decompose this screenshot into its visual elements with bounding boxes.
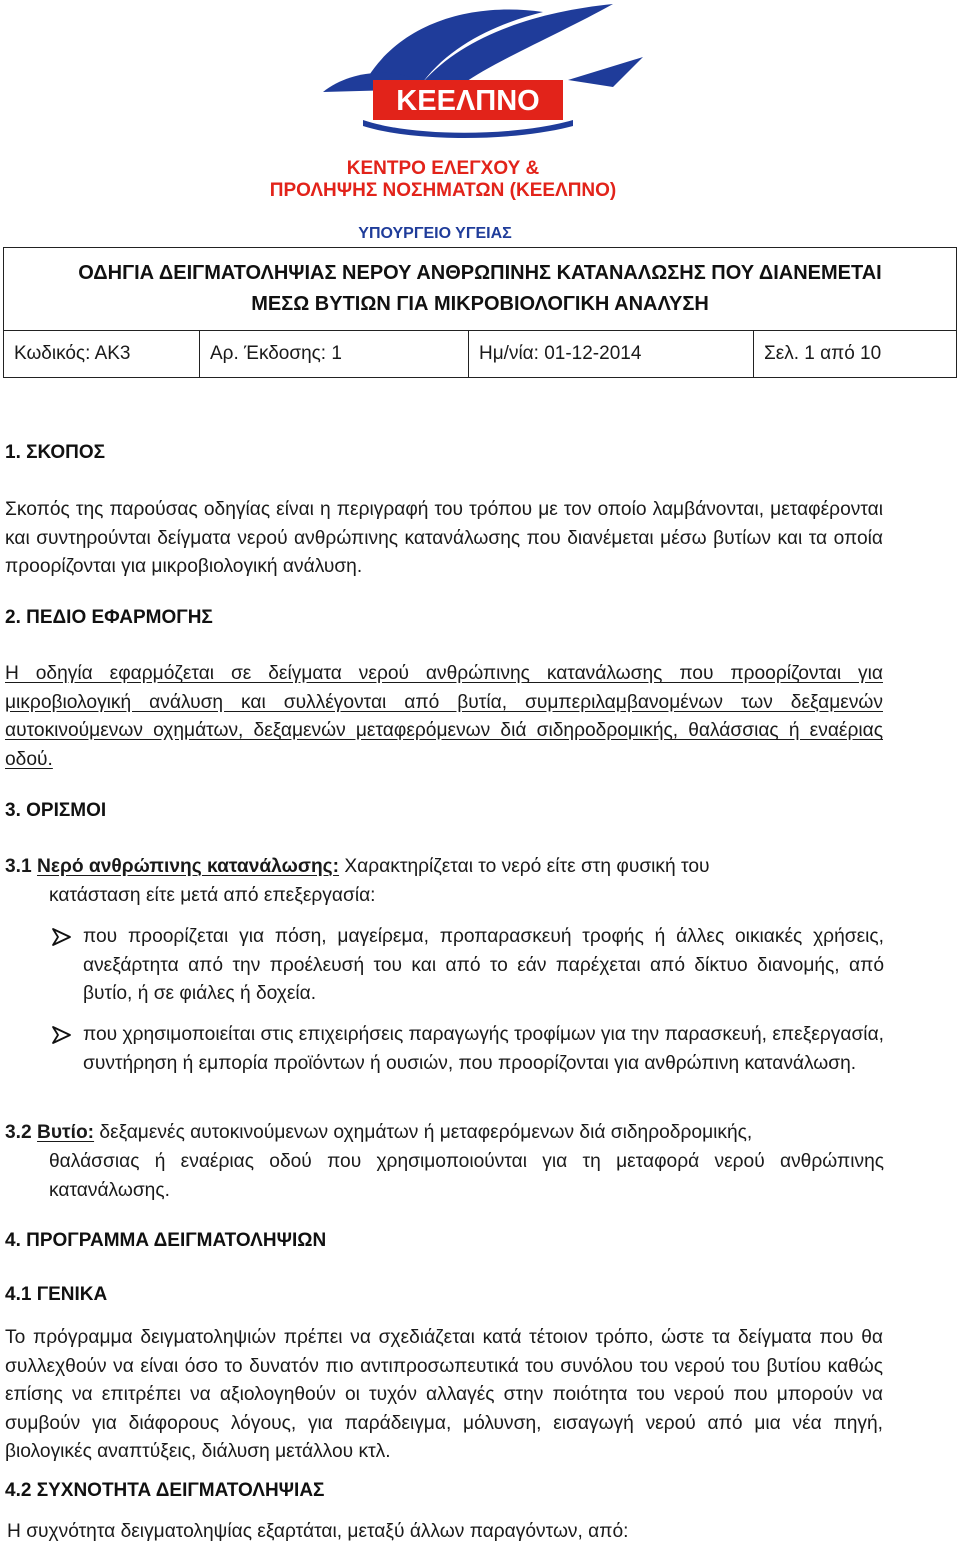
definition-3-2-continuation: θαλάσσιας ή εναέριας οδού που χρησιμοποιούνται για τη μεταφορά νερού ανθρώπινης κατανάλωσης. — [49, 1151, 884, 1201]
bullet-2-text: που χρησιμοποιείται στις επιχειρήσεις παραγωγής τροφίμων για την παρασκευή, επεξεργασία, συντήρηση ή εμπορία προϊόντων ή ουσιών, που προορίζονται για ανθρώπινη κατανάλωση. — [83, 1024, 884, 1074]
section-3-heading: 3. ΟΡΙΣΜΟΙ — [5, 800, 107, 821]
logo-line3: ΥΠΟΥΡΓΕΙΟ ΥΓΕΙΑΣ — [358, 225, 512, 242]
section-4-heading: 4. ΠΡΟΓΡΑΜΜΑ ΔΕΙΓΜΑΤΟΛΗΨΙΩΝ — [5, 1230, 327, 1251]
document-edition: Αρ. Έκδοσης: 1 — [200, 331, 469, 378]
definition-3-2-term: Βυτίο: — [37, 1122, 95, 1143]
section-4-2-heading: 4.2 ΣΥΧΝΟΤΗΤΑ ΔΕΙΓΜΑΤΟΛΗΨΙΑΣ — [5, 1480, 325, 1501]
definition-3-1-continuation: κατάσταση είτε μετά από επεξεργασία: — [49, 885, 376, 906]
title-line-1: ΟΔΗΓΙΑ ΔΕΙΓΜΑΤΟΛΗΨΙΑΣ ΝΕΡΟΥ ΑΝΘΡΩΠΙΝΗΣ ΚΑΤΑΝΑΛΩΣΗΣ ΠΟΥ ΔΙΑΝΕΜΕΤΑΙ — [78, 262, 882, 284]
document-code: Κωδικός: ΑΚ3 — [4, 331, 200, 378]
arrow-bullet-icon — [50, 923, 74, 951]
logo-line2: ΠΡΟΛΗΨΗΣ ΝΟΣΗΜΑΤΩΝ (ΚΕΕΛΠΝΟ) — [269, 180, 617, 201]
definition-3-1 — [5, 853, 883, 882]
section-2-text: Η οδηγία εφαρμόζεται σε δείγματα νερού ανθρώπινης κατανάλωσης που προορίζονται για μικροβιολογική ανάλυση και συλλέγονται από βυτία, συμπεριλαμβανομένων των δεξαμενών αυτοκινούμενων οχημάτων, δεξαμενών μεταφερόμενων διά σιδηροδρομικής, θαλάσσιας ή εναέριας οδού. — [5, 663, 883, 770]
section-1-heading: 1. ΣΚΟΠΟΣ — [5, 442, 106, 463]
organization-logo — [173, 2, 713, 242]
definition-3-1-number: 3.1 — [5, 856, 32, 877]
section-4-2-text: Η συχνότητα δειγματοληψίας εξαρτάται, μεταξύ άλλων παραγόντων, από: — [7, 1521, 629, 1542]
document-header-table — [3, 247, 957, 378]
definition-3-2-number: 3.2 — [5, 1122, 32, 1143]
title-line-2: ΜΕΣΩ ΒΥΤΙΩΝ ΓΙΑ ΜΙΚΡΟΒΙΟΛΟΓΙΚΗ ΑΝΑΛΥΣΗ — [251, 293, 709, 315]
definition-3-1-term: Νερό ανθρώπινης κατανάλωσης: — [37, 856, 340, 877]
logo-line1: ΚΕΝΤΡΟ ΕΛΕΓΧΟΥ & — [346, 158, 540, 179]
section-4-1-text: Το πρόγραμμα δειγματοληψιών πρέπει να σχεδιάζεται κατά τέτοιον τρόπο, ώστε τα δείγματα που θα συλλεχθούν να είναι όσο το δυνατόν πιο αντιπροσωπευτικά του συνόλου του νερού του βυτίου καθώς επίσης να επιτρέπει να αξιολογηθούν οι τυχόν αλλαγές στην ποιότητα του νερού που μπορούν να συμβούν για διάφορους λόγους, για παράδειγμα, μόλυνση, εισαγωγή νερού από μια νέα πηγή, βιολογικές αναπτύξεις, διάλυση μετάλλου κτλ. — [5, 1327, 883, 1462]
section-2-heading: 2. ΠΕΔΙΟ ΕΦΑΡΜΟΓΗΣ — [5, 607, 213, 628]
bullet-1-text: που προορίζεται για πόση, μαγείρεμα, προπαρασκευή τροφής ή άλλες οικιακές χρήσεις, ανεξάρτητα από την προέλευσή του και από το εάν παρέχεται από δίκτυο διανομής, από βυτίο, ή σε φιάλες ή δοχεία. — [83, 926, 884, 1004]
dove-logo-icon — [173, 2, 713, 242]
document-title — [4, 248, 957, 331]
list-item — [50, 1021, 884, 1078]
section-1-text: Σκοπός της παρούσας οδηγίας είναι η περιγραφή του τρόπου με τον οποίο λαμβάνονται, μεταφέρονται και συντηρούνται δείγματα νερού ανθρώπινης κατανάλωσης που διανέμεται μέσω βυτίων και τα οποία προορίζονται για μικροβιολογική ανάλυση. — [5, 499, 883, 577]
logo-name: ΚΕΕΛΠΝΟ — [396, 85, 540, 117]
definition-3-1-text: Χαρακτηρίζεται το νερό είτε στη φυσική του — [344, 856, 710, 877]
definition-3-2-text: δεξαμενές αυτοκινούμενων οχημάτων ή μεταφερόμενων διά σιδηροδρομικής, — [99, 1122, 753, 1143]
document-date: Ημ/νία: 01-12-2014 — [469, 331, 754, 378]
list-item — [50, 923, 884, 1009]
definition-3-2 — [5, 1119, 883, 1148]
page-number: Σελ. 1 από 10 — [754, 331, 957, 378]
section-4-1-heading: 4.1 ΓΕΝΙΚΑ — [5, 1284, 108, 1305]
arrow-bullet-icon — [50, 1021, 74, 1049]
